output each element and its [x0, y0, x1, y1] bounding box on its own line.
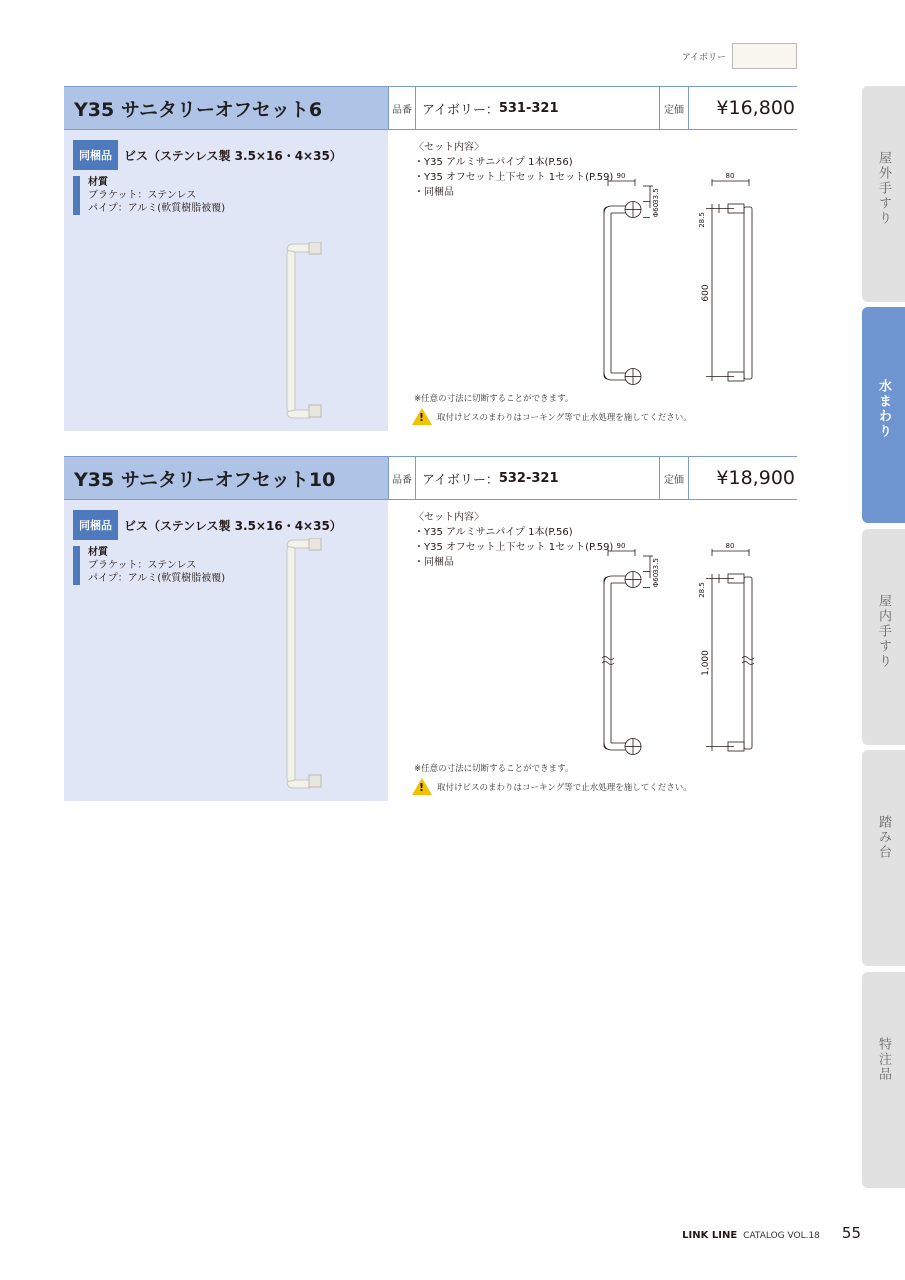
tab-water-area[interactable]	[862, 307, 905, 523]
tab-indoor-handrail[interactable]	[862, 529, 905, 745]
bundle-text: ビス（ステンレス製 3.5×16・4×35）	[124, 148, 342, 163]
dim-depth: 28.5	[698, 582, 706, 598]
product-code	[415, 87, 659, 129]
dim-width-b: 80	[725, 542, 735, 550]
tab-step-stool[interactable]	[862, 750, 905, 966]
product-spec-panel	[388, 130, 797, 431]
set-contents	[414, 510, 613, 570]
dim-width-a: 90	[616, 172, 626, 180]
dim-length: 600	[701, 284, 711, 302]
product-spec-panel	[388, 500, 797, 801]
tab-label: 特注品	[876, 1037, 891, 1082]
code-color: アイボリー：	[422, 472, 499, 488]
product-name: Y35 サニタリーオフセット10	[64, 457, 388, 499]
material-title: 材質	[88, 547, 108, 558]
product-header	[64, 456, 797, 500]
product-info-panel	[64, 130, 388, 431]
page-number: 55	[841, 1224, 861, 1242]
color-swatch-legend	[682, 43, 797, 69]
product-photo-illustration	[280, 242, 330, 424]
dim-width-a: 90	[616, 542, 626, 550]
caution-row	[412, 778, 692, 795]
dim-width-b: 80	[725, 172, 735, 180]
tab-outdoor-handrail[interactable]	[862, 86, 905, 302]
code-color: アイボリー：	[422, 102, 499, 118]
code-number: 532-321	[498, 470, 559, 486]
set-line: 〈セット内容〉	[414, 142, 484, 153]
set-line: ・同梱品	[414, 187, 454, 198]
material-line: ブラケット：ステンレス	[88, 190, 197, 201]
set-line: ・Y35 アルミサニパイプ 1本(P.56)	[414, 527, 573, 538]
swatch-label: アイボリー	[681, 52, 726, 63]
dim-offset: 33.5	[652, 188, 660, 204]
tab-label: 水まわり	[876, 379, 891, 439]
cut-note: ※任意の寸法に切断することができます。	[414, 394, 574, 404]
material-line: パイプ：アルミ(軟質樹脂被覆)	[88, 203, 226, 214]
product-card-offset6	[64, 86, 797, 431]
set-line: ・Y35 オフセット上下セット 1セット(P.59)	[414, 542, 614, 553]
tab-label: 踏み台	[876, 815, 891, 860]
product-price: ¥16,800	[716, 97, 795, 119]
bundle-row	[73, 510, 342, 540]
price-label: 定価	[659, 87, 689, 129]
dimension-drawing	[588, 168, 788, 390]
material-line: ブラケット：ステンレス	[88, 560, 197, 571]
product-code	[415, 457, 659, 499]
caution-row	[412, 408, 692, 425]
tab-label: 屋外手すり	[876, 151, 891, 226]
material-block	[73, 176, 225, 215]
warning-icon: !	[412, 778, 432, 795]
dim-offset: 33.5	[652, 558, 660, 574]
code-label: 品番	[392, 474, 412, 486]
product-header	[64, 86, 797, 130]
dimension-drawing	[588, 538, 788, 760]
code-label: 品番	[392, 104, 412, 116]
bundle-text: ビス（ステンレス製 3.5×16・4×35）	[124, 518, 342, 533]
product-info-panel	[64, 500, 388, 801]
dim-length: 1,000	[701, 650, 711, 676]
bundle-tag: 同梱品	[73, 510, 118, 540]
page-footer	[682, 1224, 861, 1242]
material-title: 材質	[88, 177, 108, 188]
dim-depth: 28.5	[698, 212, 706, 228]
ivory-swatch	[732, 43, 797, 69]
material-line: パイプ：アルミ(軟質樹脂被覆)	[88, 573, 226, 584]
set-line: ・同梱品	[414, 557, 454, 568]
tab-custom-order[interactable]	[862, 972, 905, 1188]
caution-text: 取付けビスのまわりはコーキング等で止水処理を施してください。	[437, 412, 692, 423]
set-line: 〈セット内容〉	[414, 512, 484, 523]
dim-diameter: Φ60	[652, 202, 660, 218]
product-photo-illustration	[280, 538, 330, 794]
dim-diameter: Φ60	[652, 572, 660, 588]
caution-text: 取付けビスのまわりはコーキング等で止水処理を施してください。	[437, 782, 692, 793]
price-label: 定価	[659, 457, 689, 499]
tab-label: 屋内手すり	[876, 594, 891, 669]
cut-note: ※任意の寸法に切断することができます。	[414, 764, 574, 774]
footer-brand: LINK LINE	[682, 1230, 738, 1241]
product-card-offset10	[64, 456, 797, 801]
set-contents	[414, 140, 613, 200]
bundle-tag: 同梱品	[73, 140, 118, 170]
product-price: ¥18,900	[716, 467, 795, 489]
footer-catalog: CATALOG VOL.18	[743, 1231, 820, 1241]
code-number: 531-321	[498, 100, 559, 116]
bundle-row	[73, 140, 342, 170]
warning-icon: !	[412, 408, 432, 425]
set-line: ・Y35 アルミサニパイプ 1本(P.56)	[414, 157, 573, 168]
set-line: ・Y35 オフセット上下セット 1セット(P.59)	[414, 172, 614, 183]
material-block	[73, 546, 225, 585]
product-name: Y35 サニタリーオフセット6	[64, 87, 388, 129]
